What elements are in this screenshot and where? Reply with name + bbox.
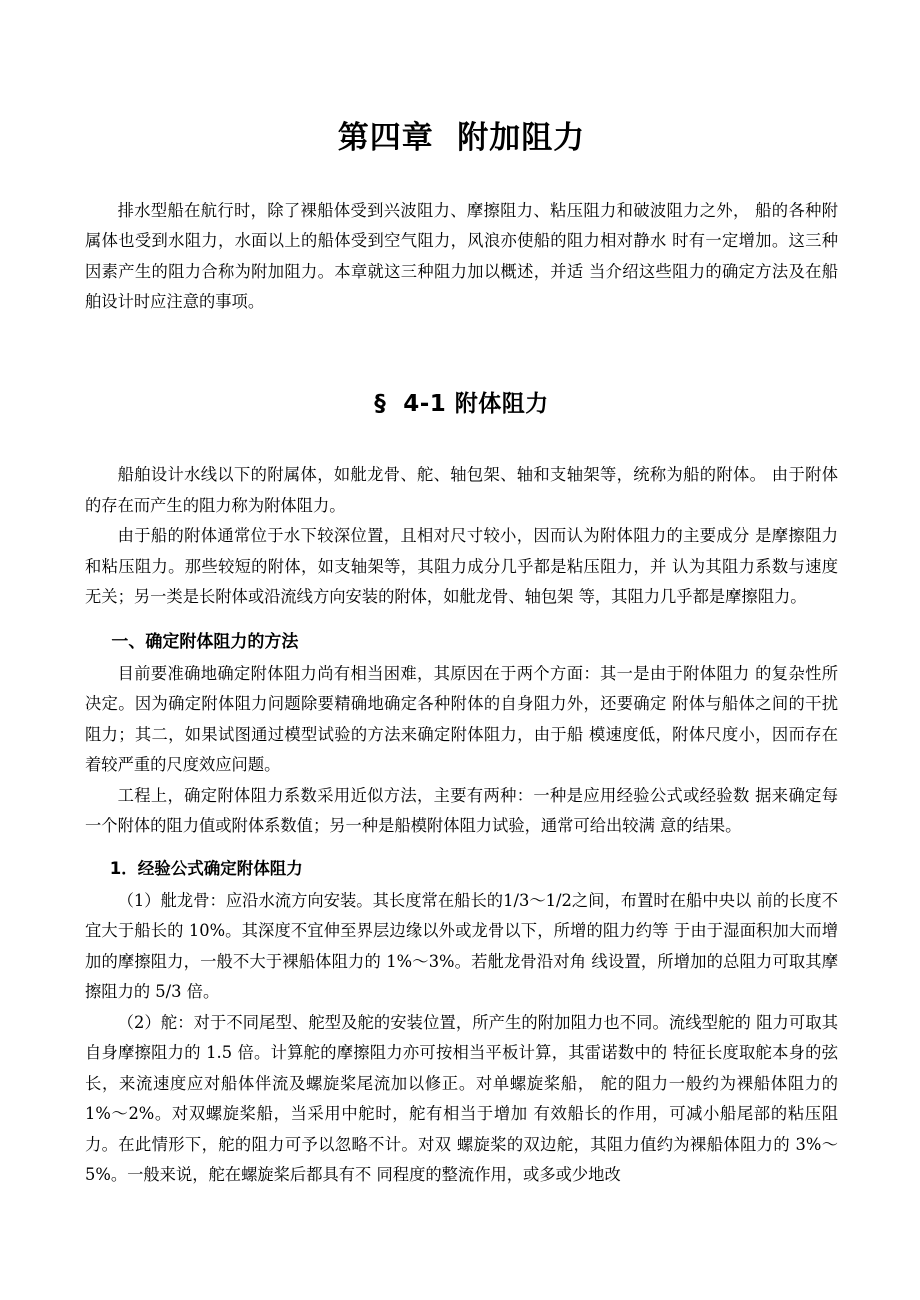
paragraph-4: 工程上，确定附体阻力系数采用近似方法，主要有两种：一种是应用经验公式或经验数 据来确定每一个附体的阻力值或附体系数值；另一种是船模附体阻力试验，通常可给出较满 意的结果。	[85, 785, 838, 836]
paragraph-6: （2）舵：对于不同尾型、舵型及舵的安装位置，所产生的附加阻力也不同。流线型舵的 阻力可取其自身摩擦阻力的 1.5 倍。计算舵的摩擦阻力亦可按相当平板计算，其雷诺数中的 特征长度取舵本身的弦长，来流速度应对船体伴流及螺旋桨尾流加以修正。对单螺旋桨船， 舵的阻力一般约为裸船体阻力的1%〜2%。对双螺旋桨船，当采用中舵时，舵有相当于增加 有效船长的作用，可减小船尾部的粘压阻力。在此情形下，舵的阻力可予以忽略不计。对双 螺旋桨的双边舵，其阻力值约为裸船体阻力的 3%〜5%。一般来说，舵在螺旋桨后都具有不 同程度的整流作用，或多或少地改	[85, 1012, 838, 1185]
paragraph-3: 目前要准确地确定附体阻力尚有相当困难，其原因在于两个方面：其一是由于附体阻力 的复杂性所决定。因为确定附体阻力问题除要精确地确定各种附体的自身阻力外，还要确定 附体与船体之间的干扰阻力；其二，如果试图通过模型试验的方法来确定附体阻力，由于船 模速度低，附体尺度小，因而存在着较严重的尺度效应问题。	[85, 663, 838, 775]
subheading-empirical-formula: 1．经验公式确定附体阻力	[109, 858, 303, 878]
paragraph-2: 由于船的附体通常位于水下较深位置，且相对尺寸较小，因而认为附体阻力的主要成分 是摩擦阻力和粘压阻力。那些较短的附体，如支轴架等，其阻力成分几乎都是粘压阻力，并 认为其阻力系数与速度无关；另一类是长附体或沿流线方向安装的附体，如舭龙骨、轴包架 等，其阻力几乎都是摩擦阻力。	[85, 526, 838, 607]
section-heading: § 4-1 附体阻力	[374, 390, 549, 417]
paragraph-5: （1）舭龙骨：应沿水流方向安装。其长度常在船长的1/3〜1/2之间，布置时在船中央以 前的长度不宜大于船长的 10%。其深度不宜伸至界层边缘以外或龙骨以下，所增的阻力约等 于由于湿面积加大而增加的摩擦阻力，一般不大于裸船体阻力的 1%〜3%。若舭龙骨沿对角 线设置，所增加的总阻力可取其摩擦阻力的 5/3 倍。	[85, 890, 838, 1002]
paragraph-1: 船舶设计水线以下的附属体，如舭龙骨、舵、轴包架、轴和支轴架等，统称为船的附体。 由于附体的存在而产生的阻力称为附体阻力。	[85, 465, 838, 515]
intro-paragraph: 排水型船在航行时，除了裸船体受到兴波阻力、摩擦阻力、粘压阻力和破波阻力之外， 船的各种附属体也受到水阻力，水面以上的船体受到空气阻力，风浪亦使船的阻力相对静水 时有一定增加。这三种因素产生的阻力合称为附加阻力。本章就这三种阻力加以概述，并适 当介绍这些阻力的确定方法及在船舶设计时应注意的事项。	[85, 200, 838, 312]
chapter-title: 第四章 附加阻力	[337, 120, 586, 156]
subheading-methods: 一、确定附体阻力的方法	[111, 631, 299, 652]
